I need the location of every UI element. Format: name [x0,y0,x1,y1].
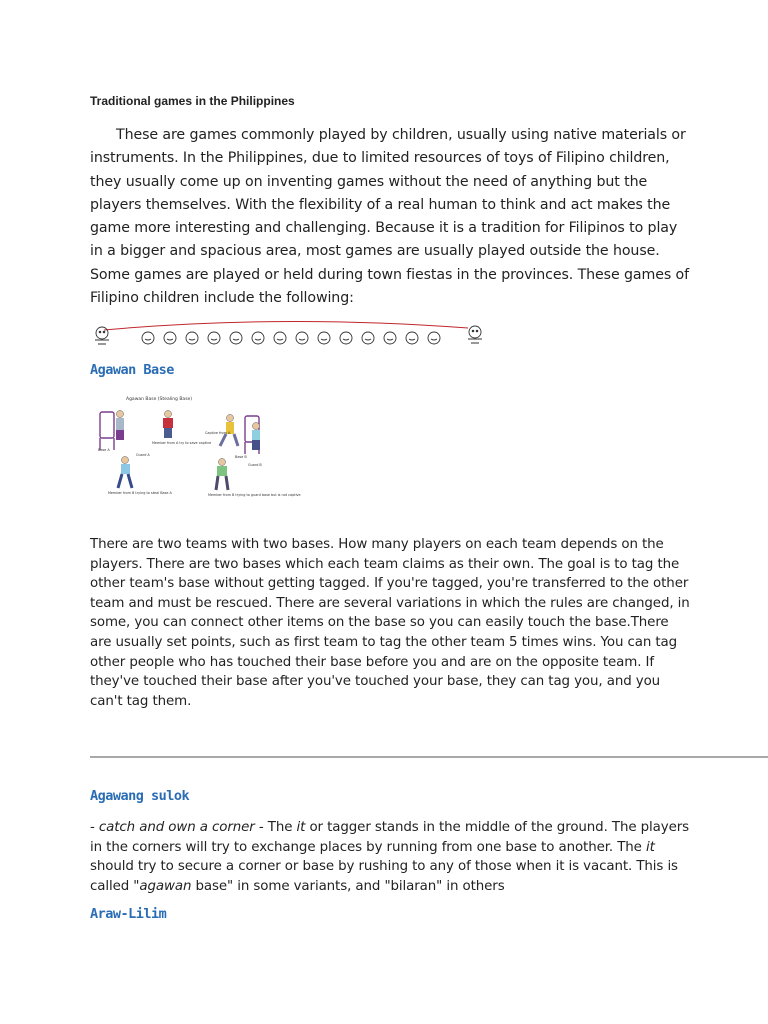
heading-agawang-sulok: Agawang sulok [90,788,190,804]
player-member-a-icon [163,411,173,439]
illus-label-base-a: Base A [98,448,110,452]
left-child-icon [95,327,109,344]
children-rope-divider [90,318,490,352]
agawan-base-paragraph: There are two teams with two bases. How many players on each team depends on the players. There are two bases which each team claims as their own. The goal is to tag the other team's base without getting tagged. If you're tagged, you're transferred to the other team and must be rescued. There are several variations in which the rules are changed, in some, you can connect other items on the base so you can easily touch the base.There are usually set points, such as first team to tag the other team 5 times wins. You can tag other people who has touched their base before you and are on the opposite team. If they've touched their base after you've touched your base, they can tag you, and you can't tag them. [90,537,690,709]
illus-label-member-a: Member from A try to save captive [152,441,212,445]
illus-title: Agawan Base (Stealing Base) [126,397,193,402]
illus-label-member-b-left: Member from B trying to steal Base A [108,491,172,495]
heading-araw-lilim: Araw-Lilim [90,906,167,922]
illus-label-guard-b: Guard B [248,463,262,467]
player-member-b-right-icon [216,459,228,491]
agawang-sulok-paragraph: - catch and own a corner - The it or tagger stands in the middle of the ground. The players in the corners will try to exchange places by running from one base to another. The it should try to secure a corner or base by rushing to any of those when it is vacant. This is called "agawan base" in some variants, and "bilaran" in others [90,820,690,894]
illus-label-base-b: Base B [235,455,247,459]
illus-label-captive: Captive from A [205,431,231,435]
agawan-base-illustration [90,388,301,523]
section-divider [90,756,768,758]
player-member-b-left-icon [118,457,132,489]
kids-row-icons [142,332,440,344]
player-guard-b-icon [252,423,260,451]
player-guard-a-icon [116,411,124,441]
right-child-icon [468,326,482,343]
page-title: Traditional games in the Philippines [90,94,295,108]
heading-agawan-base: Agawan Base [90,362,174,378]
chair-a-icon [100,412,114,450]
illus-label-member-b-right: Member from B trying to guard base but is not captive [208,493,301,497]
intro-paragraph: These are games commonly played by children, usually using native materials or instruments. In the Philippines, due to limited resources of toys of Filipino children, they usually come up on inventing games without the need of anything but the players themselves. With the flexibility of a real human to think and act makes the game more interesting and challenging. Because it is a tradition for Filipinos to play in a bigger and spacious area, most games are usually played outside the house. Some games are played or held during town fiestas in the provinces. These games of Filipino children include the following: [90,127,690,307]
illus-label-guard-a: Guard A [136,453,150,457]
rope-line [104,321,468,330]
